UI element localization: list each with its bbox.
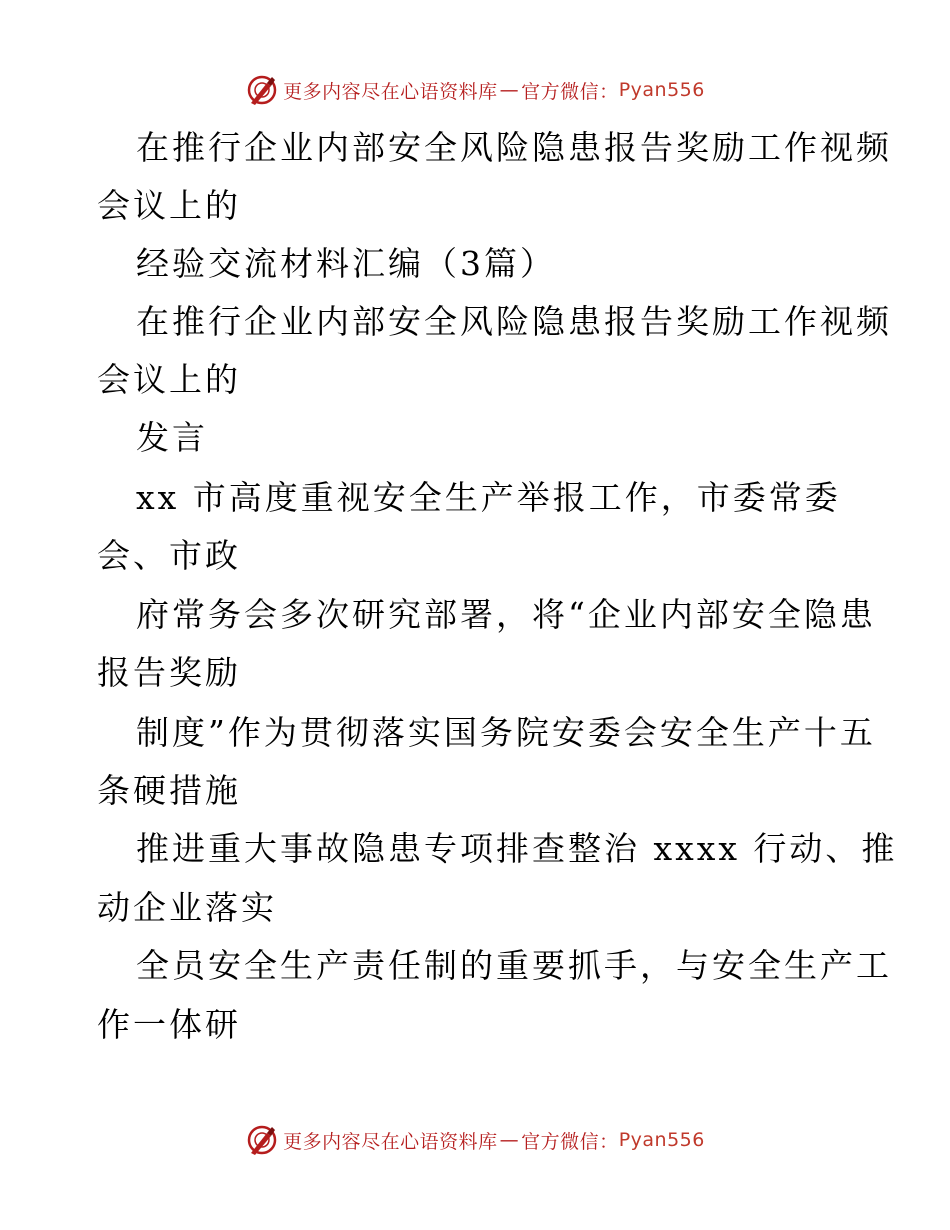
- doc-line: xx 市高度重视安全生产举报工作，市委常委: [136, 478, 841, 517]
- doc-line: 发言: [136, 418, 208, 457]
- watermark-wechat-label: 官方微信: [521, 80, 600, 103]
- doc-line: 条硬措施: [97, 771, 241, 810]
- doc-line: 作一体研: [97, 1005, 241, 1044]
- doc-line: 会议上的: [97, 360, 241, 399]
- header-watermark: [0, 70, 950, 110]
- watermark-wechat-label: 官方微信: [521, 1130, 600, 1153]
- doc-line: 会议上的: [97, 186, 241, 225]
- doc-line: 制度”作为贯彻落实国务院安委会安全生产十五: [136, 713, 876, 752]
- watermark-site-text: 更多内容尽在心语资料库: [283, 1130, 498, 1153]
- doc-line: 动企业落实: [97, 888, 277, 927]
- watermark-colon: ：: [599, 1130, 619, 1153]
- doc-line: 推进重大事故隐患专项排查整治 xxxx 行动、推: [136, 829, 898, 868]
- watermark-site-text: 更多内容尽在心语资料库: [283, 80, 498, 103]
- footer-watermark: [0, 1120, 950, 1160]
- pen-logo-icon: [245, 1123, 279, 1157]
- doc-line: 经验交流材料汇编（3篇）: [136, 244, 556, 283]
- watermark-colon: ：: [599, 80, 619, 103]
- pen-logo-icon: [245, 73, 279, 107]
- doc-line: 全员安全生产责任制的重要抓手，与安全生产工: [136, 946, 892, 985]
- watermark-account: Pyan556: [618, 79, 705, 101]
- watermark-account: Pyan556: [618, 1129, 705, 1151]
- doc-line: 在推行企业内部安全风险隐患报告奖励工作视频: [136, 302, 892, 341]
- watermark-dash: —: [499, 79, 520, 101]
- doc-line: 报告奖励: [97, 653, 241, 692]
- doc-line: 会、市政: [97, 536, 241, 575]
- watermark-dash: —: [499, 1129, 520, 1151]
- doc-line: 府常务会多次研究部署，将“企业内部安全隐患: [136, 595, 876, 634]
- doc-line: 在推行企业内部安全风险隐患报告奖励工作视频: [136, 128, 892, 167]
